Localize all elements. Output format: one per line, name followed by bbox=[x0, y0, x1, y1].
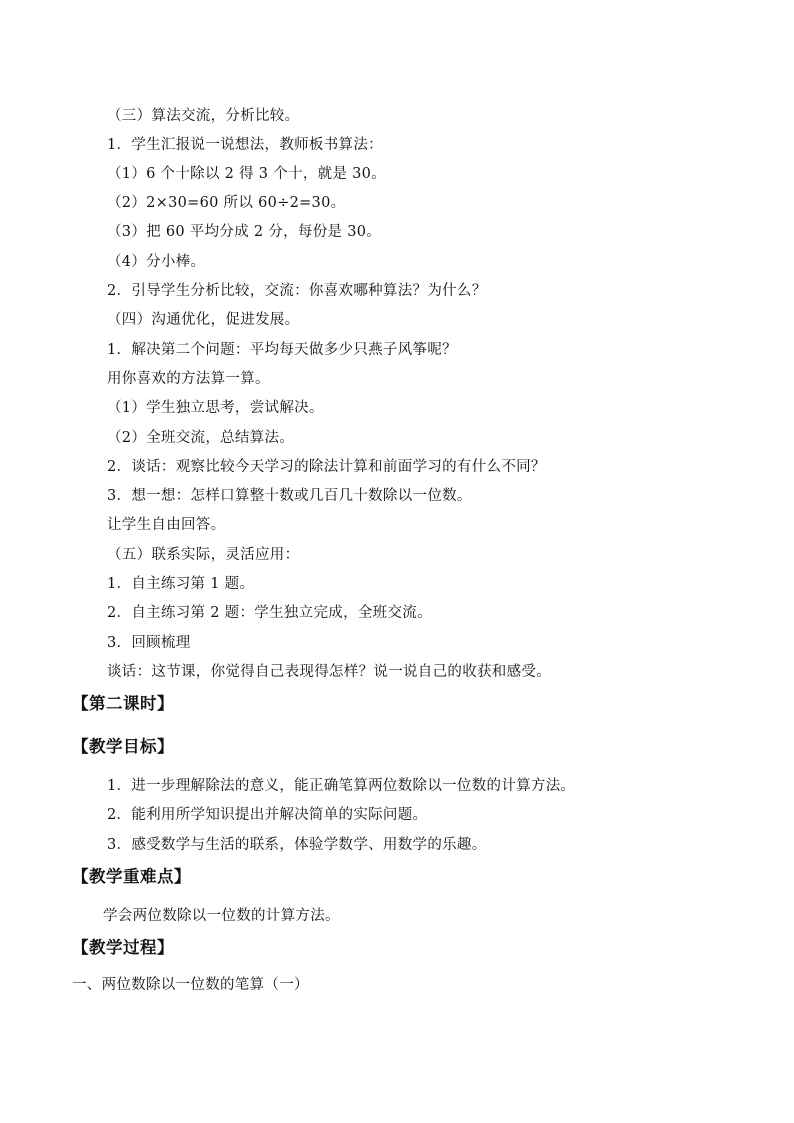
section3-sub-3: （3）把 60 平均分成 2 分，每份是 30。 bbox=[107, 224, 382, 240]
key-points-heading: 【教学重难点】 bbox=[72, 867, 191, 886]
section5-talk: 谈话：这节课，你觉得自己表现得怎样？说一说自己的收获和感受。 bbox=[107, 664, 551, 680]
section4-item-3: 3．想一想：怎样口算整十数或几百几十数除以一位数。 bbox=[107, 488, 472, 504]
section3-sub-2: （2）2×30=60 所以 60÷2=30。 bbox=[107, 195, 346, 211]
section4-item-1-note: 用你喜欢的方法算一算。 bbox=[107, 371, 270, 387]
goals-heading: 【教学目标】 bbox=[72, 737, 174, 756]
section5-item-1: 1．自主练习第 1 题。 bbox=[107, 576, 255, 592]
section4-item-2: 2．谈话：观察比较今天学习的除法计算和前面学习的有什么不同？ bbox=[107, 459, 546, 475]
section4-title: （四）沟通优化，促进发展。 bbox=[107, 312, 300, 328]
goal-item-1: 1．进一步理解除法的意义，能正确笔算两位数除以一位数的计算方法。 bbox=[107, 778, 576, 794]
section3-item-2: 2．引导学生分析比较，交流：你喜欢哪种算法？为什么？ bbox=[107, 283, 487, 299]
lesson2-heading: 【第二课时】 bbox=[72, 694, 174, 713]
process-part-1: 一、两位数除以一位数的笔算（一） bbox=[72, 977, 309, 993]
process-heading: 【教学过程】 bbox=[72, 938, 174, 957]
key-points-text: 学会两位数除以一位数的计算方法。 bbox=[103, 908, 340, 924]
section3-title: （三）算法交流，分析比较。 bbox=[107, 108, 300, 124]
section3-sub-4: （4）分小棒。 bbox=[107, 254, 206, 270]
section3-item-1: 1．学生汇报说一说想法，教师板书算法： bbox=[107, 137, 383, 153]
goal-item-3: 3．感受数学与生活的联系，体验学数学、用数学的乐趣。 bbox=[107, 837, 487, 853]
section4-sub-1: （1）学生独立思考，尝试解决。 bbox=[107, 400, 324, 416]
section3-sub-1: （1）6 个十除以 2 得 3 个十，就是 30。 bbox=[107, 166, 387, 182]
section5-item-3: 3．回顾梳理 bbox=[107, 635, 191, 651]
section4-item-3-note: 让学生自由回答。 bbox=[107, 517, 226, 533]
section4-sub-2: （2）全班交流，总结算法。 bbox=[107, 430, 295, 446]
goal-item-2: 2．能利用所学知识提出并解决简单的实际问题。 bbox=[107, 807, 428, 823]
section4-item-1: 1．解决第二个问题：平均每天做多少只燕子风筝呢？ bbox=[107, 342, 457, 358]
section5-item-2: 2．自主练习第 2 题：学生独立完成，全班交流。 bbox=[107, 605, 432, 621]
section5-title: （五）联系实际，灵活应用： bbox=[107, 547, 300, 563]
